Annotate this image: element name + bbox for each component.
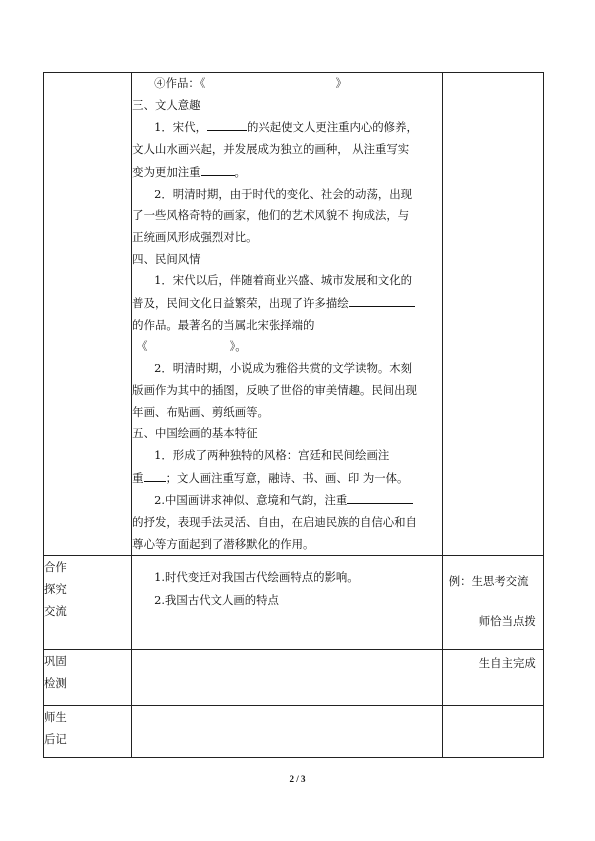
paragraph-line: 文人山水画兴起，并发展成为独立的画种， 从注重写实	[132, 142, 410, 157]
paragraph-line: 尊心等方面起到了潜移默化的作用。	[132, 536, 315, 551]
notes-label: 师生 后记	[44, 706, 132, 758]
check-row	[44, 650, 544, 706]
section-heading-3: 三、文人意趣	[132, 97, 201, 112]
paragraph: 2．明清时期，小说成为雅俗共赏的文学读物。木刻	[154, 361, 413, 376]
paragraph-line: 正统画风形成强烈对比。	[132, 229, 258, 244]
paragraph: 1．宋代以后，伴随着商业兴盛、城市发展和文化的	[154, 273, 413, 288]
paragraph-line: 普及，民间文化日益繁荣，出现了许多描绘	[132, 292, 442, 315]
explore-item-1: 1.时代变迁对我国古代绘画特点的影响。	[154, 570, 359, 585]
check-side-text: 生自主完成	[478, 656, 536, 671]
fill-blank	[201, 161, 235, 176]
section-heading-4: 四、民间风情	[132, 251, 201, 266]
check-content	[132, 650, 443, 706]
content-cell	[132, 73, 443, 556]
notes-content	[132, 706, 443, 758]
check-label: 巩固 检测	[44, 650, 132, 706]
page-number: 2 / 3	[289, 774, 306, 784]
explore-label: 合作 探究 交流	[44, 556, 132, 650]
paragraph-line: 重 ；文人画注重写意，融诗、书、画、印 为一体。	[132, 467, 442, 490]
explore-side-2: 师恰当点拨	[478, 614, 536, 629]
fill-blank	[349, 292, 415, 307]
paragraph-line: 《 》。	[132, 336, 442, 358]
explore-side-1: 例：生思考交流	[448, 574, 529, 589]
title-blank	[148, 336, 230, 350]
fill-blank	[347, 489, 413, 504]
explore-row	[44, 556, 544, 650]
content-row	[44, 73, 544, 556]
explore-item-2: 2.我国古代文人画的特点	[154, 593, 279, 608]
paragraph: 1．形成了两种独特的风格：宫廷和民间绘画注	[154, 447, 390, 462]
paragraph: 1．宋代， 的兴起使文人更注重内心的修养，	[132, 116, 442, 139]
lesson-plan-table	[43, 72, 544, 758]
notes-row	[44, 706, 544, 758]
paragraph-line: 变为更加注重 。	[132, 161, 442, 184]
paragraph: 2.中国画讲求神似、意境和气韵，注重	[132, 489, 442, 512]
content-label-cell	[44, 73, 132, 556]
paragraph-line: 的作品。最著名的当属北宋张择端的	[132, 317, 315, 332]
paragraph-line: 年画、布贴画、剪纸画等。	[132, 404, 269, 419]
paragraph-line: 了一些风格奇特的画家，他们的艺术风貌不 拘成法，与	[132, 208, 410, 223]
section-heading-5: 五、中国绘画的基本特征	[132, 426, 258, 441]
fill-blank	[144, 467, 166, 482]
explore-side	[442, 556, 543, 650]
works-blank	[205, 73, 335, 87]
notes-side	[442, 706, 543, 758]
paragraph: 2．明清时期，由于时代的变化、社会的动荡，出现	[154, 186, 413, 201]
content-side-cell	[442, 73, 543, 556]
explore-content	[132, 556, 443, 650]
works-line: ④作品：《 》	[132, 73, 442, 95]
check-side	[442, 650, 543, 706]
fill-blank	[207, 116, 247, 131]
paragraph-line: 版画作为其中的插图，反映了世俗的审美情趣。民间出现	[132, 382, 417, 397]
paragraph-line: 的抒发，表现手法灵活、自由，在启迪民族的自信心和自	[132, 515, 417, 530]
